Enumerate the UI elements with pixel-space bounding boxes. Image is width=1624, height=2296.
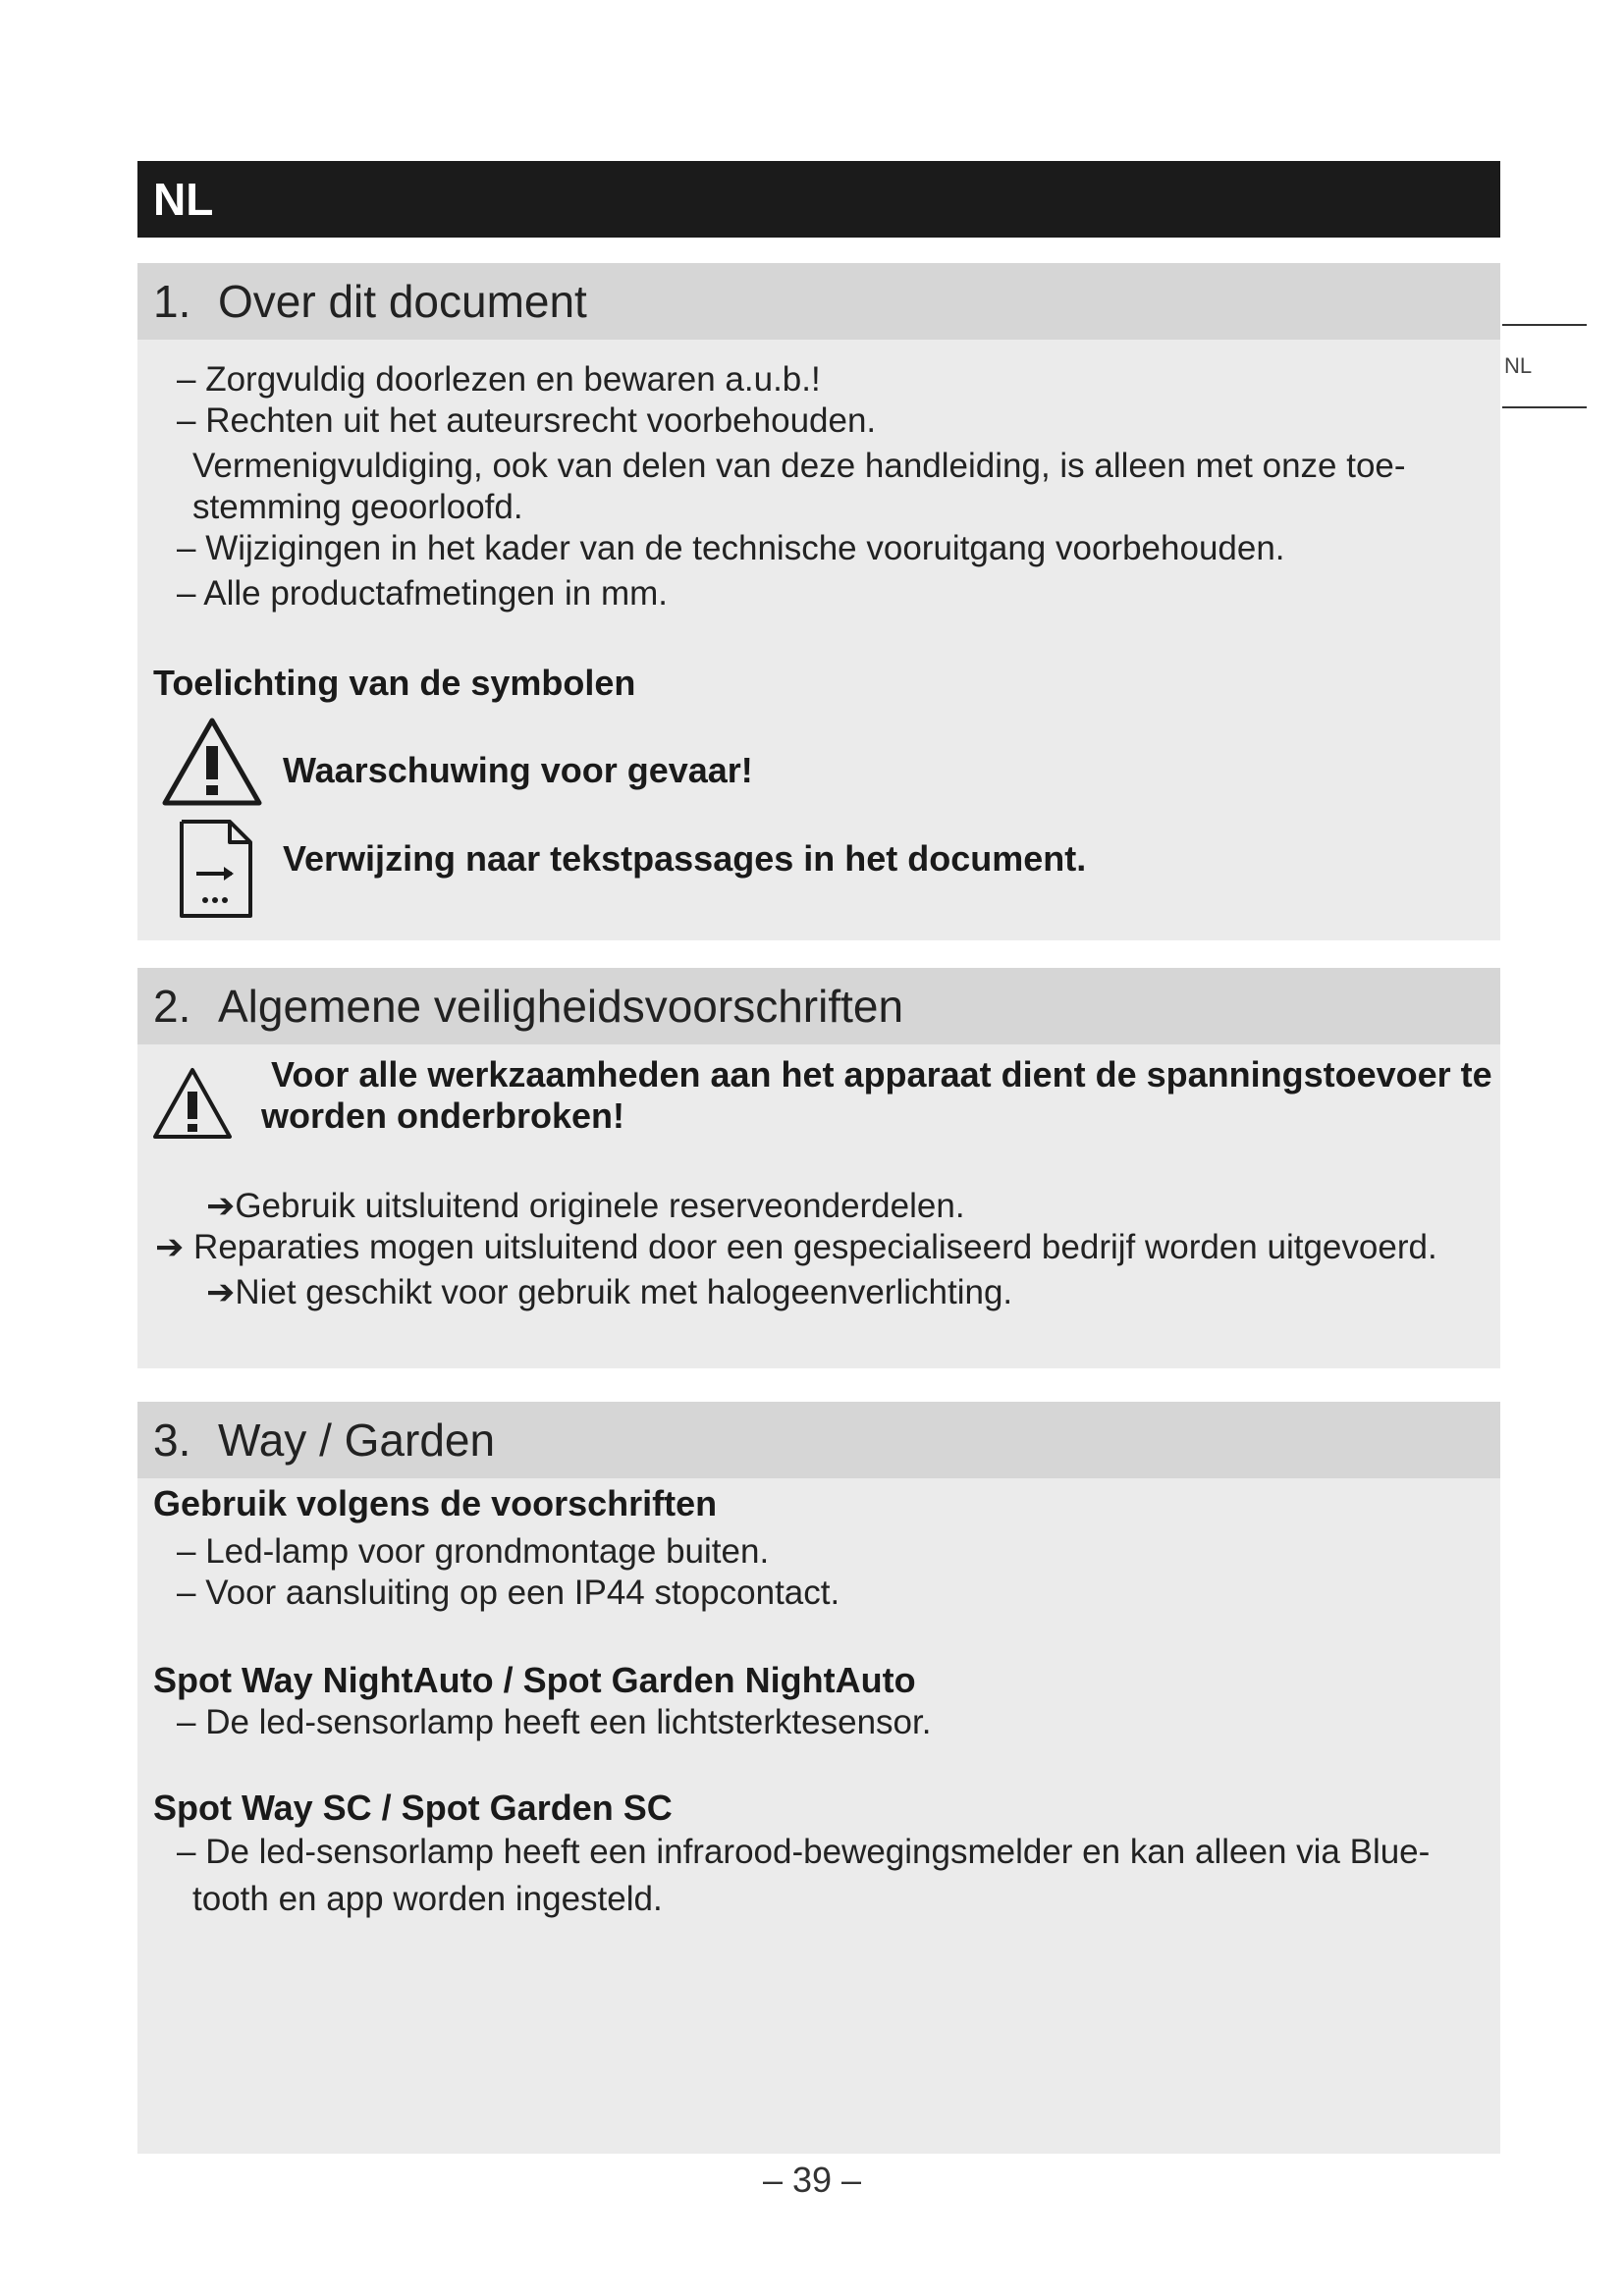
section-number: 2. xyxy=(153,981,191,1032)
warning-text-line1: Voor alle werkzaamheden aan het apparaat dient de spanningstoevoer te xyxy=(271,1054,1492,1095)
symbol-reference-label: Verwijzing naar tekstpassages in het document. xyxy=(283,838,1087,879)
list-item: – Led-lamp voor grondmontage buiten. xyxy=(177,1532,770,1571)
warning-triangle-icon xyxy=(151,1066,234,1141)
list-item: tooth en app worden ingesteld. xyxy=(192,1880,663,1918)
list-item: – Rechten uit het auteursrecht voorbehouden. xyxy=(177,401,877,440)
section-title xyxy=(137,1402,1500,1478)
list-item: – Alle productafmetingen in mm. xyxy=(177,574,668,613)
section-number: 1. xyxy=(153,276,191,327)
language-header xyxy=(137,161,1500,238)
side-tab-label: NL xyxy=(1504,353,1533,378)
section-safety-instructions xyxy=(137,968,1500,1368)
list-item: – Zorgvuldig doorlezen en bewaren a.u.b.! xyxy=(177,360,821,399)
list-item: ➔Gebruik uitsluitend originele reserveonderdelen. xyxy=(206,1187,965,1225)
list-item: – De led-sensorlamp heeft een lichtsterktesensor. xyxy=(177,1703,932,1741)
document-reference-icon xyxy=(179,819,253,919)
section-title-text: Algemene veiligheidsvoorschriften xyxy=(218,981,904,1032)
section-title xyxy=(137,968,1500,1044)
warning-triangle-icon xyxy=(161,717,263,809)
symbols-heading: Toelichting van de symbolen xyxy=(153,663,636,703)
usage-heading: Gebruik volgens de voorschriften xyxy=(153,1483,718,1523)
nightauto-heading: Spot Way NightAuto / Spot Garden NightAuto xyxy=(153,1660,916,1700)
side-language-tab xyxy=(1502,324,1587,408)
page-number: – 39 – xyxy=(762,2160,862,2200)
sc-heading: Spot Way SC / Spot Garden SC xyxy=(153,1788,673,1828)
list-item: ➔Niet geschikt voor gebruik met halogeenverlichting. xyxy=(206,1273,1013,1311)
list-item: ➔ Reparaties mogen uitsluitend door een gespecialiseerd bedrijf worden uitgevoerd. xyxy=(155,1228,1437,1266)
section-title-text: Over dit document xyxy=(218,276,587,327)
warning-text-line2: worden onderbroken! xyxy=(261,1095,625,1136)
list-item: – De led-sensorlamp heeft een infrarood-bewegingsmelder en kan alleen via Blue- xyxy=(177,1833,1431,1871)
symbol-warning-label: Waarschuwing voor gevaar! xyxy=(283,750,753,790)
language-label: NL xyxy=(153,174,214,225)
section-title-text: Way / Garden xyxy=(218,1415,496,1466)
section-way-garden xyxy=(137,1402,1500,2154)
list-item: – Wijzigingen in het kader van de technische vooruitgang voorbehouden. xyxy=(177,529,1285,567)
section-title xyxy=(137,263,1500,340)
list-item: – Voor aansluiting op een IP44 stopcontact. xyxy=(177,1574,840,1612)
list-item: stemming geoorloofd. xyxy=(192,488,523,526)
list-item: Vermenigvuldiging, ook van delen van deze handleiding, is alleen met onze toe- xyxy=(192,447,1406,485)
section-number: 3. xyxy=(153,1415,191,1466)
section-about-document xyxy=(137,263,1500,940)
